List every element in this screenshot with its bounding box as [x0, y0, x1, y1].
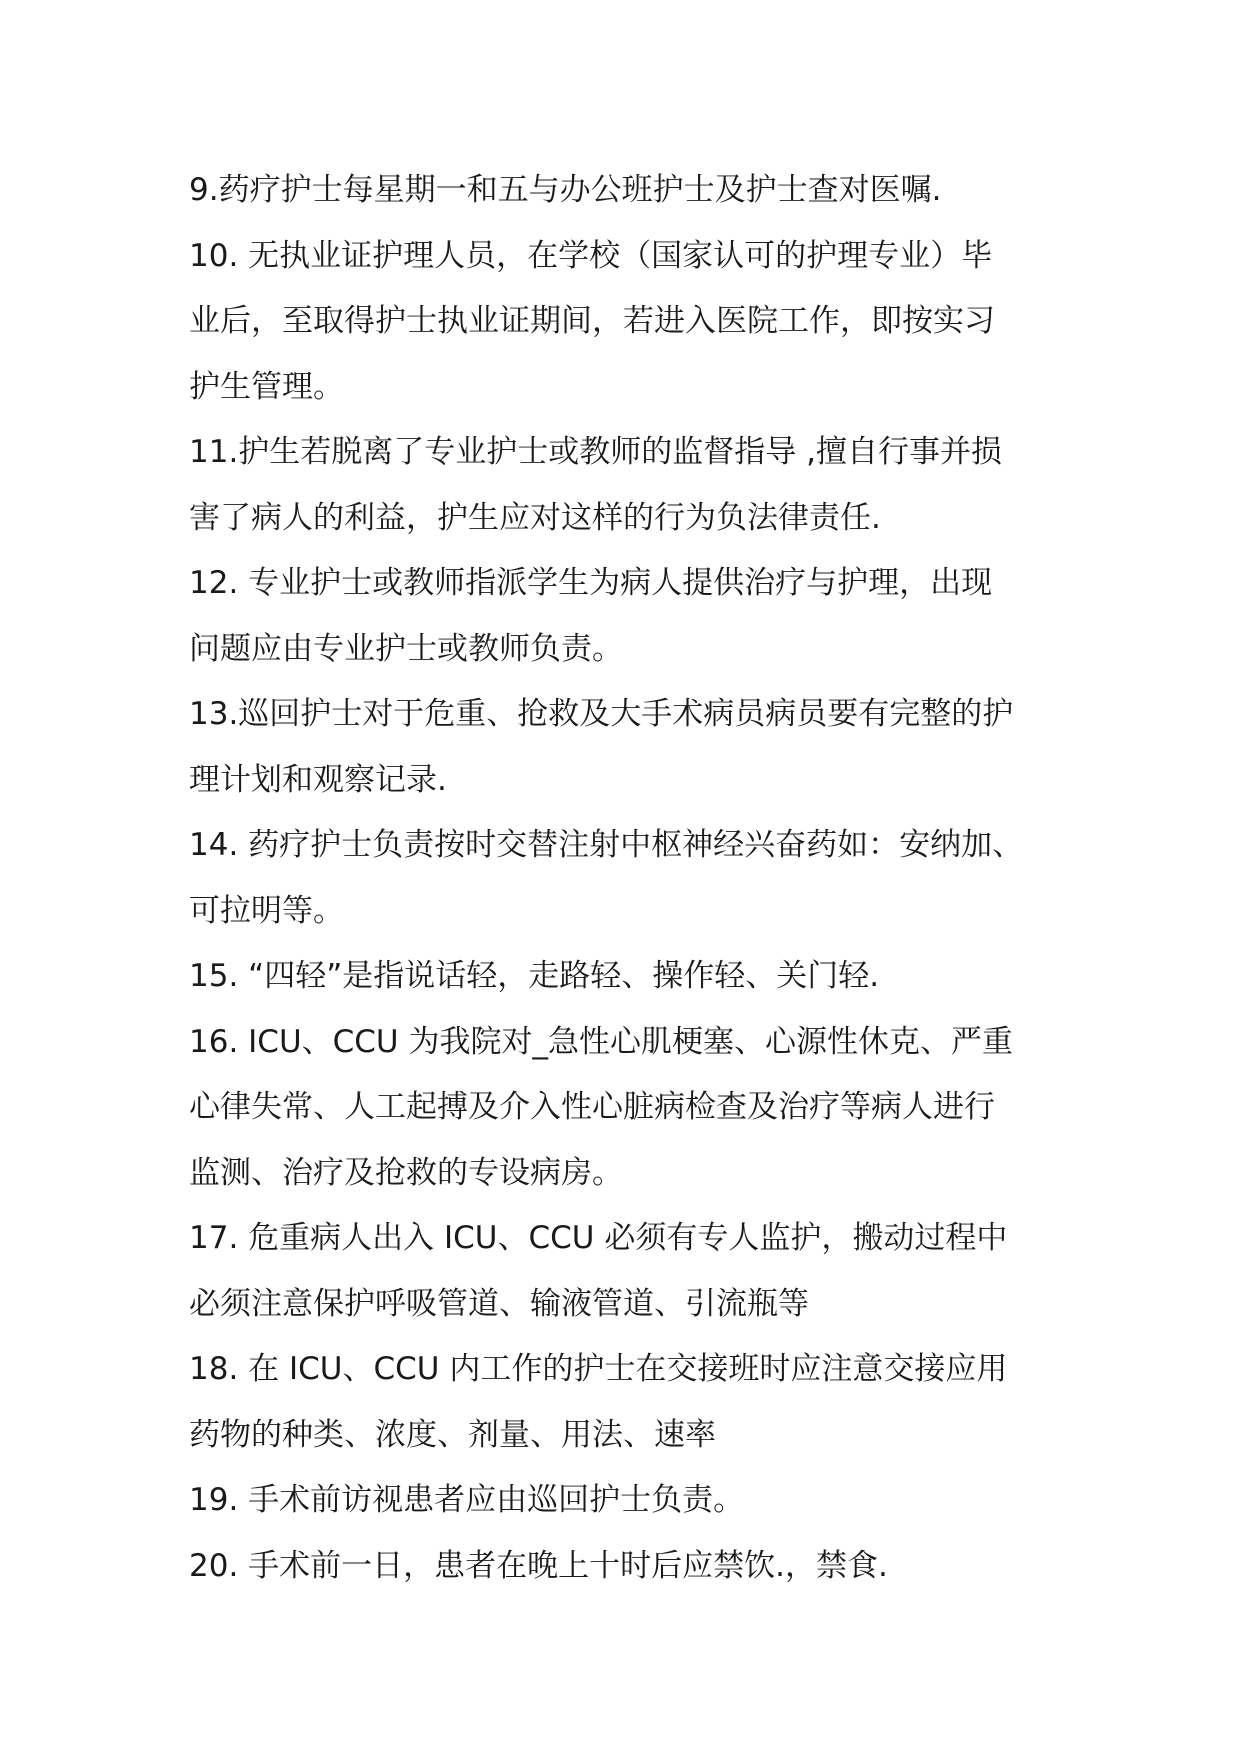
- text-line: 19. 手术前访视患者应由巡回护士负责。: [189, 1482, 745, 1518]
- text-line: 问题应由专业护士或教师负责。: [189, 630, 623, 667]
- text-line: 16. ICU、CCU 为我院对_急性心肌梗塞、心源性休克、严重: [189, 1023, 1013, 1060]
- text-line: 14. 药疗护士负责按时交替注射中枢神经兴奋药如：安纳加、: [189, 827, 1024, 863]
- text-line: 11.护生若脱离了专业护士或教师的监督指导 ,擅自行事并损: [189, 434, 1003, 470]
- text-line: 害了病人的利益，护生应对这样的行为负法律责任.: [189, 499, 881, 536]
- text-line: 监测、治疗及抢救的专设病房。: [189, 1154, 623, 1191]
- document-body: [189, 158, 1069, 1599]
- text-line: 10. 无执业证护理人员，在学校（国家认可的护理专业）毕: [189, 237, 993, 274]
- text-line: 20. 手术前一日，患者在晚上十时后应禁饮.，禁食.: [189, 1547, 888, 1584]
- text-line: 业后，至取得护士执业证期间，若进入医院工作，即按实习: [189, 303, 995, 339]
- text-line: 9.药疗护士每星期一和五与办公班护士及护士查对医嘱.: [189, 172, 942, 208]
- text-line: 护生管理。: [189, 368, 344, 405]
- text-line: 理计划和观察记录.: [189, 761, 447, 798]
- text-line: 18. 在 ICU、CCU 内工作的护士在交接班时应注意交接应用: [189, 1351, 1008, 1387]
- text-line: 17. 危重病人出入 ICU、CCU 必须有专人监护，搬动过程中: [189, 1220, 1008, 1256]
- text-line: 12. 专业护士或教师指派学生为病人提供治疗与护理，出现: [189, 565, 993, 601]
- text-line: 药物的种类、浓度、剂量、用法、速率: [189, 1416, 716, 1453]
- text-line: 必须注意保护呼吸管道、输液管道、引流瓶等: [189, 1285, 809, 1322]
- text-line: 心律失常、人工起搏及介入性心脏病检查及治疗等病人进行: [189, 1089, 995, 1125]
- text-line: 13.巡回护士对于危重、抢救及大手术病员病员要有完整的护: [189, 696, 1014, 732]
- text-line: 可拉明等。: [189, 892, 344, 929]
- text-line: 15. “四轻”是指说话轻，走路轻、操作轻、关门轻.: [189, 958, 880, 994]
